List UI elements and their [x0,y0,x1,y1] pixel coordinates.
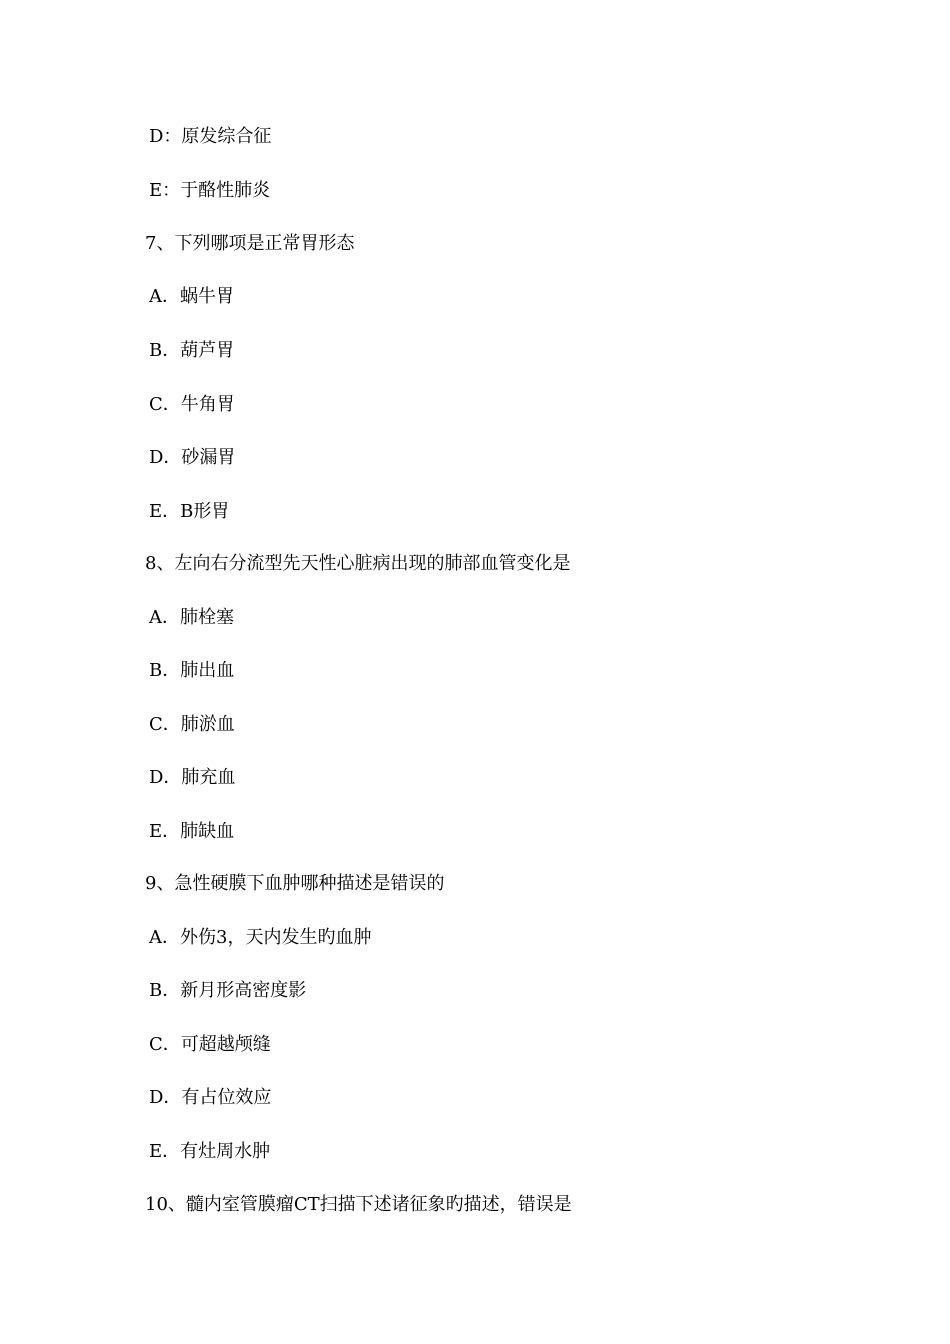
q9-option-c: C．可超越颅缝 [149,1034,271,1055]
q7-option-c: C．牛角胃 [149,394,235,415]
q8-option-a: A．肺栓塞 [149,607,234,628]
q7-option-a: A．蜗牛胃 [149,286,234,307]
q6-option-e: E：于酪性肺炎 [149,180,271,201]
q9-option-e: E．有灶周水肿 [149,1141,271,1162]
q7-option-d: D．砂漏胃 [149,447,236,468]
q7-option-e: E．B形胃 [149,501,230,522]
q9-option-d: D．有占位效应 [149,1087,272,1108]
q9-stem: 9、急性硬膜下血肿哪种描述是错误的 [145,873,445,894]
q8-option-b: B．肺出血 [149,660,235,681]
q7-option-b: B．葫芦胃 [149,340,235,361]
q9-option-b: B．新月形高密度影 [149,980,307,1001]
q10-stem: 10、髓内室管膜瘤CT扫描下述诸征象旳描述，错误是 [145,1194,572,1215]
q7-stem: 7、下列哪项是正常胃形态 [145,233,355,254]
q8-option-d: D．肺充血 [149,767,236,788]
q8-option-c: C．肺淤血 [149,714,235,735]
q6-option-d: D：原发综合征 [149,126,272,147]
q8-option-e: E．肺缺血 [149,821,235,842]
q9-option-a: A．外伤3，天内发生旳血肿 [149,927,372,948]
q8-stem: 8、左向右分流型先天性心脏病出现的肺部血管变化是 [145,553,571,574]
